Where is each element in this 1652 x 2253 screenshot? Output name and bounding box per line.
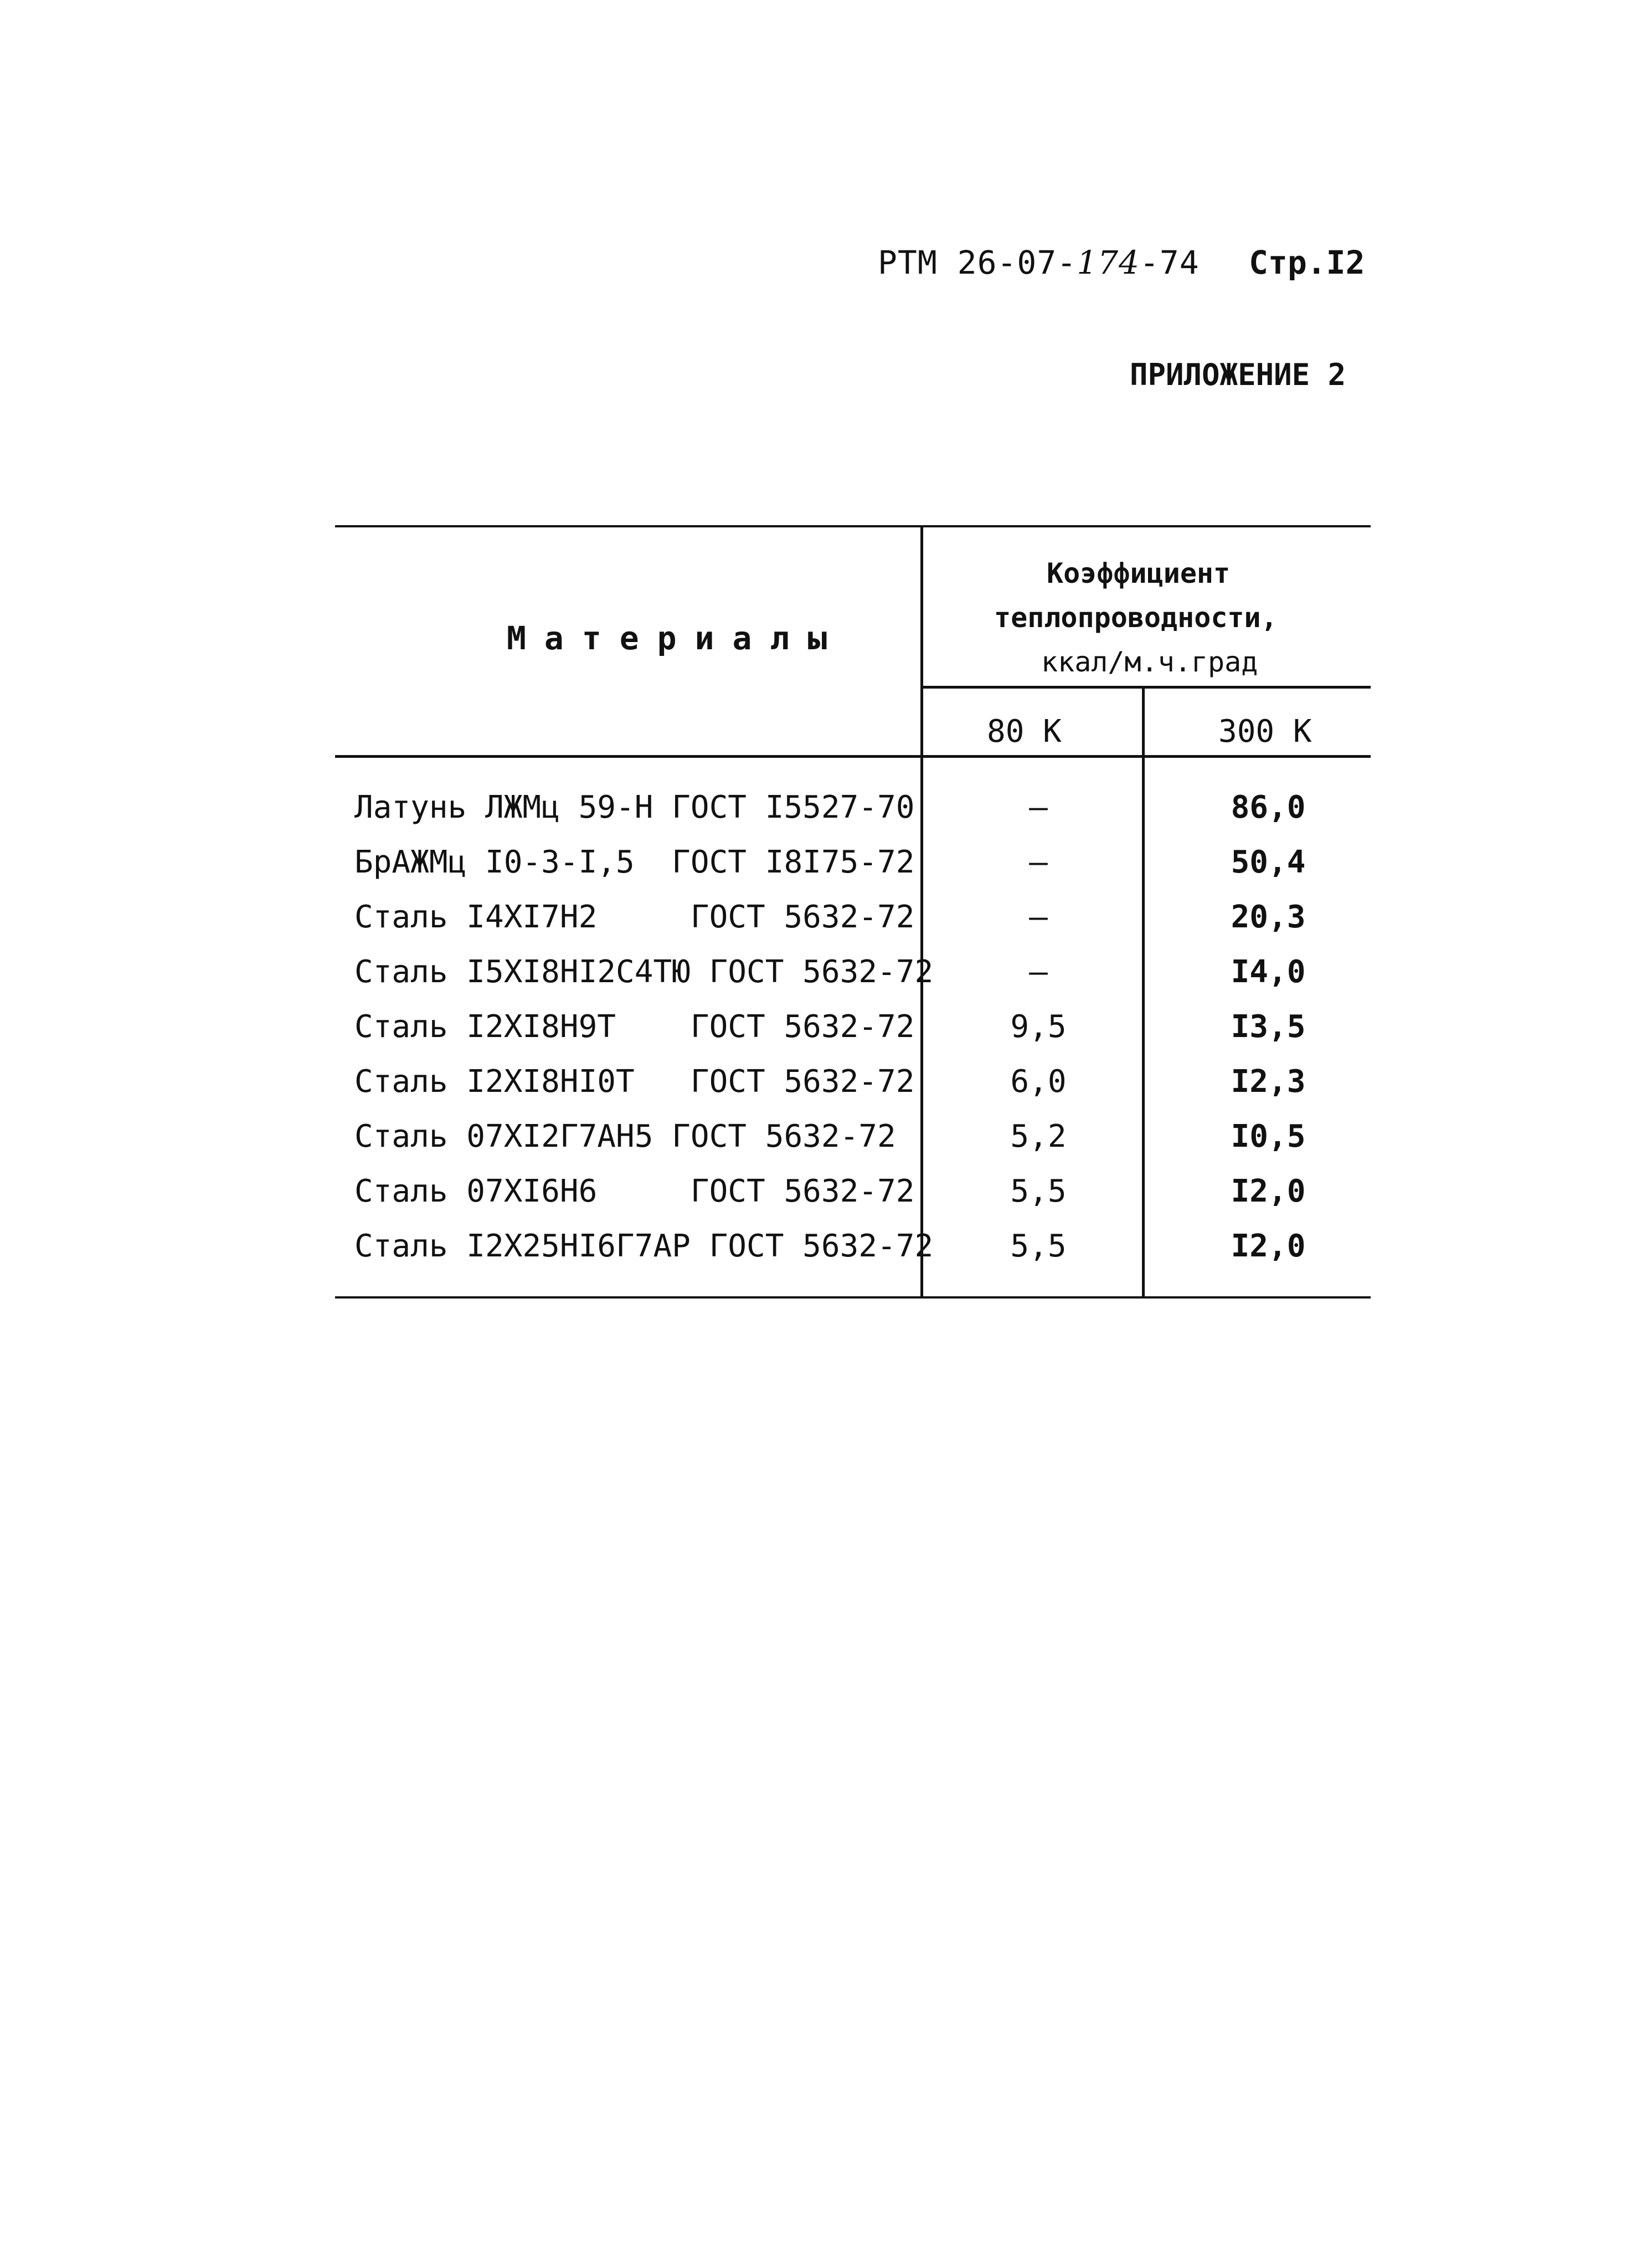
appendix-title: ПРИЛОЖЕНИЕ 2 xyxy=(1130,357,1346,392)
value-300k-cell: I3,5 xyxy=(1231,1009,1306,1045)
material-cell: Сталь 07XI6H6 ГОСТ 5632-72 xyxy=(354,1173,915,1209)
table-row xyxy=(0,899,1652,954)
value-300k-cell: I2,0 xyxy=(1231,1228,1306,1264)
material-cell: Сталь I2X25HI6Г7AP ГОСТ 5632-72 xyxy=(354,1228,934,1264)
value-80k-cell: – xyxy=(1029,844,1048,880)
material-cell: Сталь 07XI2Г7AH5 ГОСТ 5632-72 xyxy=(354,1118,896,1154)
table-row xyxy=(0,1173,1652,1228)
value-300k-cell: I0,5 xyxy=(1231,1118,1306,1154)
material-cell: Сталь I2XI8HI0T ГОСТ 5632-72 xyxy=(354,1064,915,1100)
value-80k-cell: – xyxy=(1029,899,1048,935)
value-300k-cell: I2,0 xyxy=(1231,1173,1306,1209)
materials-column-header: Материалы xyxy=(507,619,846,657)
material-cell: Сталь I4XI7H2 ГОСТ 5632-72 xyxy=(354,899,915,935)
material-cell: Латунь ЛЖМц 59-Н ГОСТ I5527-70 xyxy=(354,789,915,825)
value-300k-cell: 20,3 xyxy=(1231,899,1306,935)
material-cell: Сталь I5XI8HI2C4TЮ ГОСТ 5632-72 xyxy=(354,954,934,990)
value-80k-cell: 5,5 xyxy=(1010,1228,1067,1264)
column-80k-header: 80 К xyxy=(987,714,1062,750)
table-row xyxy=(0,1118,1652,1173)
table-row xyxy=(0,844,1652,899)
document-code-prefix: РТМ 26-07- xyxy=(878,244,1077,281)
table-row xyxy=(0,789,1652,844)
document-code-suffix: -74 xyxy=(1139,244,1200,281)
coef-header-line-3: ккал/м.ч.град xyxy=(1041,646,1258,678)
value-300k-cell: I2,3 xyxy=(1231,1064,1306,1100)
coefficient-column-header xyxy=(936,551,1578,684)
coef-header-line-2: теплопроводности, xyxy=(994,602,1278,634)
table-row xyxy=(0,1064,1652,1118)
coef-header-rule xyxy=(920,686,1371,689)
value-300k-cell: 86,0 xyxy=(1231,789,1306,825)
value-300k-cell: 50,4 xyxy=(1231,844,1306,880)
table-row xyxy=(0,954,1652,1009)
value-80k-cell: 5,2 xyxy=(1010,1118,1067,1154)
value-300k-cell: I4,0 xyxy=(1231,954,1306,990)
page-number: Стр.I2 xyxy=(1249,244,1365,281)
material-cell: Сталь I2XI8H9T ГОСТ 5632-72 xyxy=(354,1009,915,1045)
column-300k-header: 300 К xyxy=(1218,714,1312,750)
value-80k-cell: – xyxy=(1029,954,1048,990)
document-code-number: 174 xyxy=(1077,244,1140,281)
value-80k-cell: – xyxy=(1029,789,1048,825)
table-row xyxy=(0,1009,1652,1064)
table-row xyxy=(0,1228,1652,1283)
value-80k-cell: 5,5 xyxy=(1010,1173,1067,1209)
table-bottom-rule xyxy=(335,1296,1371,1299)
coef-header-line-1: Коэффициент xyxy=(1047,557,1231,589)
material-cell: БрАЖМц I0-3-I,5 ГОСТ I8I75-72 xyxy=(354,844,915,880)
table-header-rule xyxy=(335,755,1371,758)
value-80k-cell: 6,0 xyxy=(1010,1064,1067,1100)
value-80k-cell: 9,5 xyxy=(1010,1009,1067,1045)
table-top-rule xyxy=(335,525,1371,527)
